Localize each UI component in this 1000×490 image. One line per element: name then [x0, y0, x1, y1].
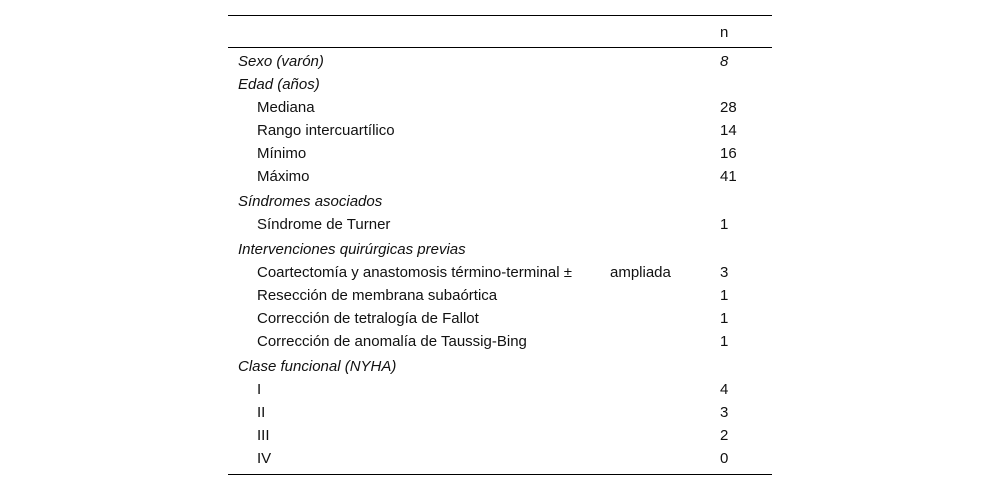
row-value: 3: [720, 264, 729, 281]
row-value: 14: [720, 122, 737, 139]
table-row-nyha-iii: [228, 424, 772, 447]
table-row-turner: [228, 213, 772, 236]
table-row-nyha-ii: [228, 401, 772, 424]
row-label: Mínimo: [257, 145, 307, 162]
row-label: Clase funcional (NYHA): [238, 358, 397, 375]
row-value: 28: [720, 99, 737, 116]
row-label: Corrección de anomalía de Taussig-Bing: [257, 333, 527, 350]
row-label: III: [257, 427, 270, 444]
table-row-edad: [228, 73, 772, 96]
table-row-clase: [228, 355, 772, 378]
table-bottom-rule: [228, 474, 772, 475]
row-value: 16: [720, 145, 737, 162]
row-value: 1: [720, 216, 729, 233]
table-row-nyha-iv: [228, 447, 772, 470]
table-row-sindromes: [228, 190, 772, 213]
row-label: I: [257, 381, 262, 398]
table-row-fallot: [228, 307, 772, 330]
table-row-mediana: [228, 96, 772, 119]
row-value: 41: [720, 168, 737, 185]
row-label: II: [257, 404, 266, 421]
row-label: Máximo: [257, 168, 310, 185]
row-label: Síndrome de Turner: [257, 216, 391, 233]
row-label: IV: [257, 450, 272, 467]
table-row-coartectomia: [228, 261, 772, 284]
row-value: 1: [720, 333, 729, 350]
table-row-minimo: [228, 142, 772, 165]
table-body: [228, 48, 772, 470]
row-label-continuation: ampliada: [610, 264, 671, 281]
table-row-intervenciones: [228, 238, 772, 261]
row-label: Rango intercuartílico: [257, 122, 395, 139]
row-label: Coartectomía y anastomosis término-terminal ±: [257, 264, 573, 281]
table-row-taussig: [228, 330, 772, 353]
row-label: Síndromes asociados: [238, 193, 383, 210]
row-value: 3: [720, 404, 729, 421]
row-label: Edad (años): [238, 76, 320, 93]
row-value: 4: [720, 381, 729, 398]
column-header-n: n: [720, 24, 729, 41]
row-value: 0: [720, 450, 729, 467]
row-value: 1: [720, 287, 729, 304]
table-header: [228, 16, 772, 47]
table-row-rango: [228, 119, 772, 142]
row-value: 8: [720, 53, 729, 70]
table-row-maximo: [228, 165, 772, 188]
row-label: Resección de membrana subaórtica: [257, 287, 498, 304]
row-label: Sexo (varón): [238, 53, 324, 70]
patient-characteristics-table: [228, 15, 772, 475]
row-value: 1: [720, 310, 729, 327]
table-row-reseccion: [228, 284, 772, 307]
row-label: Corrección de tetralogía de Fallot: [257, 310, 479, 327]
table-row-sexo: [228, 50, 772, 73]
table-row-nyha-i: [228, 378, 772, 401]
row-value: 2: [720, 427, 729, 444]
row-label: Intervenciones quirúrgicas previas: [238, 241, 466, 258]
row-label: Mediana: [257, 99, 315, 116]
